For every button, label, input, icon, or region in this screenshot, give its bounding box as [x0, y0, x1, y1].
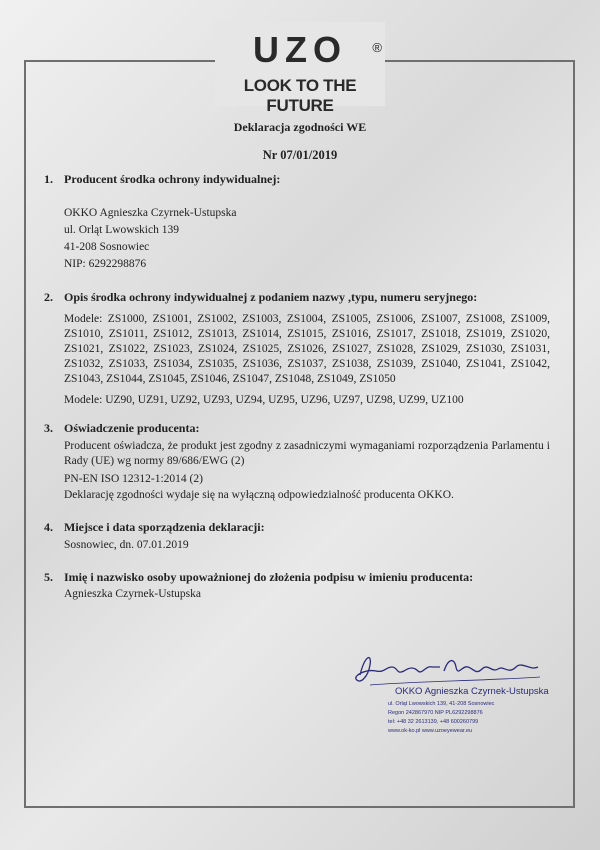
- section-number: 3.: [44, 421, 53, 435]
- document-number: Nr 07/01/2019: [262, 148, 338, 162]
- section-title: Opis środka ochrony indywidualnej z podaniem nazwy ,typu, numeru seryjnego:: [64, 290, 478, 304]
- section-4-heading: [44, 520, 265, 535]
- address-line: NIP: 6292298876: [64, 258, 147, 270]
- stamp-phone: tel: +48 32 2613139, +48 600260799: [388, 719, 479, 725]
- authorized-person: Agnieszka Czyrnek-Ustupska: [64, 588, 202, 600]
- stamp-address: ul. Orląt Lwowskich 139, 41-208 Sosnowiec: [388, 701, 495, 707]
- section-number: 5.: [44, 570, 53, 584]
- address-line: ul. Orląt Lwowskich 139: [64, 224, 179, 236]
- section-number: 1.: [44, 172, 53, 186]
- stamp-regon: Regon 242867970 NIP PL6292298876: [388, 710, 483, 716]
- company-stamp: [388, 700, 538, 736]
- models-uz-list: Modele: UZ90, UZ91, UZ92, UZ93, UZ94, UZ95, UZ96, UZ97, UZ98, UZ99, UZ100: [64, 394, 464, 406]
- models-zs-list: Modele: ZS1000, ZS1001, ZS1002, ZS1003, ZS1004, ZS1005, ZS1006, ZS1007, ZS1008, ZS1009, ZS1010, ZS1011, ZS1012, ZS1013, ZS1014, ZS1015, ZS1016, ZS1017, ZS1018, ZS1019, ZS1020, ZS1021, ZS1022, ZS1023, ZS1024, ZS1025, ZS1026, ZS1027, ZS1028, ZS1029, ZS1030, ZS1031, ZS1032, ZS1033, ZS1034, ZS1035, ZS1036, ZS1037, ZS1038, ZS1039, ZS1040, ZS1041, ZS1042, ZS1043, ZS1044, ZS1045, ZS1046, ZS1047, ZS1048, ZS1049, ZS1050: [64, 313, 550, 385]
- logo-tagline: LOOK TO THE FUTURE: [243, 76, 357, 115]
- address-line: OKKO Agnieszka Czyrnek-Ustupska: [64, 207, 237, 219]
- stamp-website: www.ok-ko.pl www.uzoeyewear.eu: [388, 728, 473, 734]
- section-title: Miejsce i data sporządzenia deklaracji:: [64, 520, 265, 534]
- logo-wordmark: UZO: [253, 29, 347, 70]
- address-line: 41-208 Sosnowiec: [64, 241, 150, 253]
- section-title: Oświadczenie producenta:: [64, 421, 200, 435]
- logo-mark: [222, 28, 382, 72]
- standard-reference: PN-EN ISO 12312-1:2014 (2): [64, 473, 203, 485]
- section-number: 4.: [44, 520, 53, 534]
- declaration-text: Producent oświadcza, że produkt jest zgodny z zasadniczymi wymaganiami rozporządzenia Parlamentu i Rady (UE) wg normy 89/686/EWG (2): [64, 440, 550, 467]
- place-date: Sosnowiec, dn. 07.01.2019: [64, 539, 189, 551]
- stamp-company-name: OKKO Agnieszka Czyrnek-Ustupska: [395, 686, 549, 697]
- section-title: Producent środka ochrony indywidualnej:: [64, 172, 281, 186]
- section-1-heading: [44, 172, 280, 187]
- producer-address: [64, 206, 236, 272]
- section-5-heading: [44, 570, 473, 585]
- document-title: Deklaracja zgodności WE: [233, 120, 367, 134]
- section-number: 2.: [44, 290, 53, 304]
- logo: [222, 28, 382, 116]
- section-3-heading: [44, 421, 199, 436]
- registered-mark: ®: [372, 40, 382, 55]
- responsibility-statement: Deklarację zgodności wydaje się na wyłączną odpowiedzialność producenta OKKO.: [64, 489, 454, 501]
- section-title: Imię i nazwisko osoby upoważnionej do złożenia podpisu w imieniu producenta:: [64, 570, 474, 584]
- section-2-heading: [44, 290, 477, 305]
